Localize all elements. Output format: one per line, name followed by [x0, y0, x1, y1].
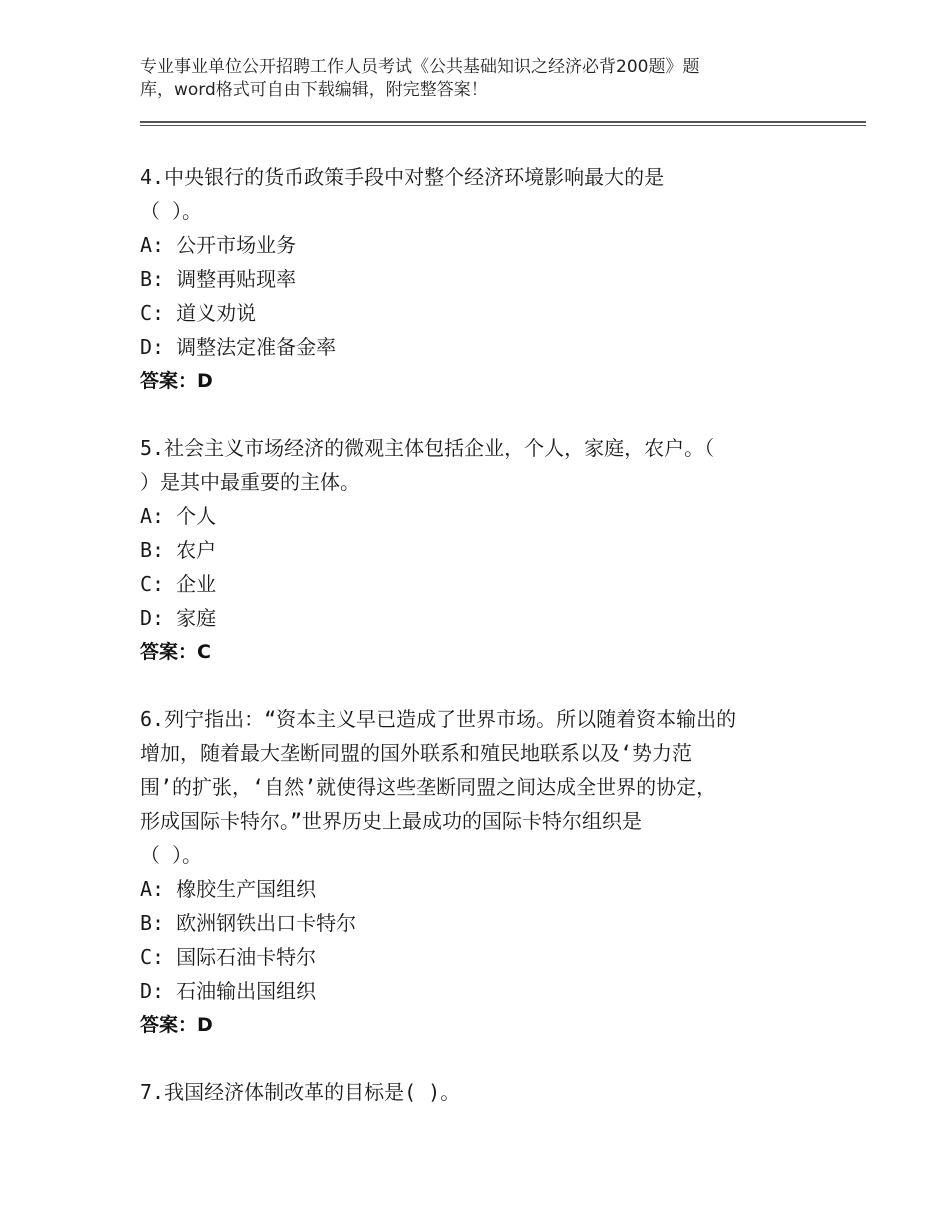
question-4-answer: 答案：D — [140, 370, 213, 392]
question-6-option-c: C: 国际石油卡特尔 — [140, 945, 317, 969]
question-spacer — [140, 1042, 840, 1075]
question-spacer — [140, 669, 840, 702]
question-5-option-a: A: 个人 — [140, 504, 217, 528]
question-6-option-a: A: 橡胶生产国组织 — [140, 877, 317, 901]
question-6-stem-line-2: 增加，随着最大垄断同盟的国外联系和殖民地联系以及‘势力范 — [140, 741, 693, 765]
header-line-2: 库，word格式可自由下载编辑，附完整答案！ — [140, 80, 488, 100]
question-6-stem-line-1: 6.列宁指出：“资本主义早已造成了世界市场。所以随着资本输出的 — [140, 707, 737, 731]
question-5-stem-line-2: ）是其中最重要的主体。 — [140, 470, 360, 494]
document-header — [140, 56, 780, 102]
question-6-answer: 答案：D — [140, 1014, 213, 1036]
question-6-stem-line-3: 围’的扩张，‘自然’就使得这些垄断同盟之间达成全世界的协定， — [140, 775, 717, 799]
question-4-option-b: B: 调整再贴现率 — [140, 267, 297, 291]
question-5-option-c: C: 企业 — [140, 572, 217, 596]
question-4 — [140, 160, 840, 398]
question-7 — [140, 1075, 840, 1109]
question-5-option-d: D: 家庭 — [140, 606, 217, 630]
question-6-stem-line-4: 形成国际卡特尔。”世界历史上最成功的国际卡特尔组织是 — [140, 809, 643, 833]
header-divider-thin — [140, 125, 866, 126]
question-4-option-c: C: 道义劝说 — [140, 301, 257, 325]
question-4-option-d: D: 调整法定准备金率 — [140, 335, 337, 359]
question-5-option-b: B: 农户 — [140, 538, 217, 562]
question-4-stem-line-1: 4.中央银行的货币政策手段中对整个经济环境影响最大的是 — [140, 165, 665, 189]
question-6-option-d: D: 石油输出国组织 — [140, 979, 317, 1003]
header-divider-thick — [140, 121, 866, 123]
question-5 — [140, 431, 840, 669]
question-4-stem-line-2: （ ）。 — [140, 199, 203, 223]
question-7-stem-line-1: 7.我国经济体制改革的目标是( )。 — [140, 1080, 461, 1104]
question-5-answer: 答案：C — [140, 641, 211, 663]
question-5-stem-line-1: 5.社会主义市场经济的微观主体包括企业，个人，家庭，农户。（ — [140, 436, 715, 460]
question-spacer — [140, 398, 840, 431]
question-6 — [140, 702, 840, 1042]
question-6-stem-line-5: （ ）。 — [140, 843, 203, 867]
question-list — [140, 160, 840, 1109]
question-6-option-b: B: 欧洲钢铁出口卡特尔 — [140, 911, 357, 935]
header-line-1: 专业事业单位公开招聘工作人员考试《公共基础知识之经济必背200题》题 — [140, 57, 700, 77]
question-4-option-a: A: 公开市场业务 — [140, 233, 297, 257]
